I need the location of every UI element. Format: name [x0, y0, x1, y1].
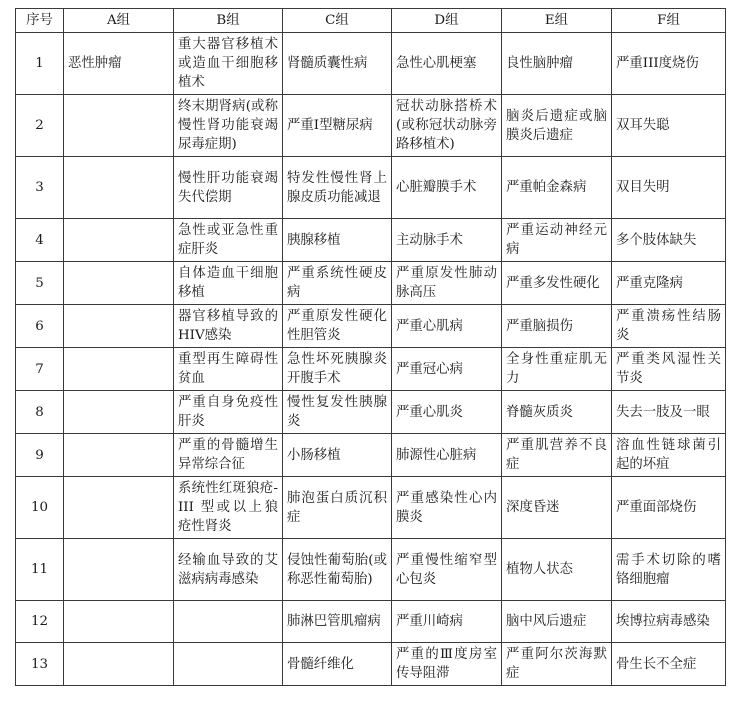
header-group-d: D组	[392, 9, 502, 33]
cell-group-a	[64, 601, 174, 643]
header-index: 序号	[16, 9, 64, 33]
row-index: 9	[16, 434, 64, 477]
table-row	[16, 157, 726, 219]
table-row	[16, 95, 726, 157]
cell-group-a	[64, 157, 174, 219]
cell-group-e: 严重帕金森病	[502, 157, 612, 219]
row-index: 13	[16, 643, 64, 686]
cell-group-e: 深度昏迷	[502, 477, 612, 539]
cell-group-b: 急性或亚急性重症肝炎	[174, 219, 283, 262]
cell-group-c: 骨髓纤维化	[283, 643, 392, 686]
cell-group-f: 埃博拉病毒感染	[612, 601, 726, 643]
row-index: 2	[16, 95, 64, 157]
cell-group-a	[64, 219, 174, 262]
cell-group-d: 急性心肌梗塞	[392, 33, 502, 95]
row-index: 7	[16, 348, 64, 391]
cell-group-c: 严重I型糖尿病	[283, 95, 392, 157]
table-row	[16, 305, 726, 348]
cell-group-a	[64, 262, 174, 305]
cell-group-a	[64, 305, 174, 348]
cell-group-f: 严重类风湿性关节炎	[612, 348, 726, 391]
cell-group-d: 严重原发性肺动脉高压	[392, 262, 502, 305]
header-group-a: A组	[64, 9, 174, 33]
row-index: 3	[16, 157, 64, 219]
cell-group-c: 急性坏死胰腺炎开腹手术	[283, 348, 392, 391]
cell-group-c: 慢性复发性胰腺炎	[283, 391, 392, 434]
cell-group-e: 严重肌营养不良症	[502, 434, 612, 477]
cell-group-a	[64, 539, 174, 601]
cell-group-f: 严重克隆病	[612, 262, 726, 305]
row-index: 11	[16, 539, 64, 601]
cell-group-d: 严重冠心病	[392, 348, 502, 391]
cell-group-e: 严重运动神经元病	[502, 219, 612, 262]
cell-group-f: 严重溃疡性结肠炎	[612, 305, 726, 348]
cell-group-a	[64, 95, 174, 157]
cell-group-e: 良性脑肿瘤	[502, 33, 612, 95]
row-index: 10	[16, 477, 64, 539]
cell-group-a	[64, 477, 174, 539]
cell-group-c: 胰腺移植	[283, 219, 392, 262]
cell-group-a	[64, 434, 174, 477]
cell-group-e: 脑中风后遗症	[502, 601, 612, 643]
cell-group-f: 骨生长不全症	[612, 643, 726, 686]
header-group-b: B组	[174, 9, 283, 33]
cell-group-a: 恶性肿瘤	[64, 33, 174, 95]
cell-group-b	[174, 643, 283, 686]
cell-group-e: 严重多发性硬化	[502, 262, 612, 305]
cell-group-e: 全身性重症肌无力	[502, 348, 612, 391]
cell-group-d: 严重的Ⅲ度房室传导阻滞	[392, 643, 502, 686]
cell-group-d: 冠状动脉搭桥术(或称冠状动脉旁路移植术)	[392, 95, 502, 157]
table-row	[16, 219, 726, 262]
row-index: 5	[16, 262, 64, 305]
row-index: 6	[16, 305, 64, 348]
cell-group-f: 严重III度烧伤	[612, 33, 726, 95]
disease-table	[15, 8, 726, 686]
cell-group-e: 脊髓灰质炎	[502, 391, 612, 434]
table-row	[16, 33, 726, 95]
cell-group-e: 严重脑损伤	[502, 305, 612, 348]
cell-group-d: 主动脉手术	[392, 219, 502, 262]
header-group-f: F组	[612, 9, 726, 33]
cell-group-b: 自体造血干细胞移植	[174, 262, 283, 305]
cell-group-b	[174, 601, 283, 643]
cell-group-e: 严重阿尔茨海默症	[502, 643, 612, 686]
cell-group-b: 重大器官移植术或造血干细胞移植术	[174, 33, 283, 95]
table-row	[16, 434, 726, 477]
cell-group-c: 严重原发性硬化性胆管炎	[283, 305, 392, 348]
cell-group-b: 系统性红斑狼疮-III 型或以上狼疮性肾炎	[174, 477, 283, 539]
cell-group-d: 严重慢性缩窄型心包炎	[392, 539, 502, 601]
cell-group-c: 小肠移植	[283, 434, 392, 477]
table-row	[16, 643, 726, 686]
cell-group-f: 需手术切除的嗜铬细胞瘤	[612, 539, 726, 601]
cell-group-c: 肺泡蛋白质沉积症	[283, 477, 392, 539]
cell-group-c: 肾髓质囊性病	[283, 33, 392, 95]
cell-group-f: 多个肢体缺失	[612, 219, 726, 262]
cell-group-b: 严重自身免疫性肝炎	[174, 391, 283, 434]
row-index: 1	[16, 33, 64, 95]
row-index: 12	[16, 601, 64, 643]
cell-group-f: 溶血性链球菌引起的坏疽	[612, 434, 726, 477]
cell-group-b: 终末期肾病(或称慢性肾功能衰竭尿毒症期)	[174, 95, 283, 157]
cell-group-c: 严重系统性硬皮病	[283, 262, 392, 305]
row-index: 8	[16, 391, 64, 434]
cell-group-f: 双耳失聪	[612, 95, 726, 157]
row-index: 4	[16, 219, 64, 262]
cell-group-a	[64, 391, 174, 434]
table-body	[16, 33, 726, 686]
table-header	[16, 9, 726, 33]
table-row	[16, 477, 726, 539]
cell-group-f: 双目失明	[612, 157, 726, 219]
cell-group-b: 重型再生障碍性贫血	[174, 348, 283, 391]
cell-group-c: 侵蚀性葡萄胎(或称恶性葡萄胎)	[283, 539, 392, 601]
cell-group-f: 失去一肢及一眼	[612, 391, 726, 434]
cell-group-d: 肺源性心脏病	[392, 434, 502, 477]
header-row	[16, 9, 726, 33]
table-row	[16, 539, 726, 601]
cell-group-b: 经输血导致的艾滋病病毒感染	[174, 539, 283, 601]
cell-group-b: 慢性肝功能衰竭失代偿期	[174, 157, 283, 219]
cell-group-d: 严重心肌炎	[392, 391, 502, 434]
cell-group-d: 严重心肌病	[392, 305, 502, 348]
table-row	[16, 348, 726, 391]
header-group-e: E组	[502, 9, 612, 33]
cell-group-b: 严重的骨髓增生异常综合征	[174, 434, 283, 477]
cell-group-a	[64, 348, 174, 391]
header-group-c: C组	[283, 9, 392, 33]
cell-group-f: 严重面部烧伤	[612, 477, 726, 539]
cell-group-d: 严重川崎病	[392, 601, 502, 643]
cell-group-e: 植物人状态	[502, 539, 612, 601]
table-row	[16, 391, 726, 434]
cell-group-e: 脑炎后遗症或脑膜炎后遗症	[502, 95, 612, 157]
cell-group-d: 心脏瓣膜手术	[392, 157, 502, 219]
cell-group-a	[64, 643, 174, 686]
cell-group-c: 特发性慢性肾上腺皮质功能减退	[283, 157, 392, 219]
table-row	[16, 262, 726, 305]
table-row	[16, 601, 726, 643]
cell-group-b: 器官移植导致的HIV感染	[174, 305, 283, 348]
cell-group-d: 严重感染性心内膜炎	[392, 477, 502, 539]
cell-group-c: 肺淋巴管肌瘤病	[283, 601, 392, 643]
